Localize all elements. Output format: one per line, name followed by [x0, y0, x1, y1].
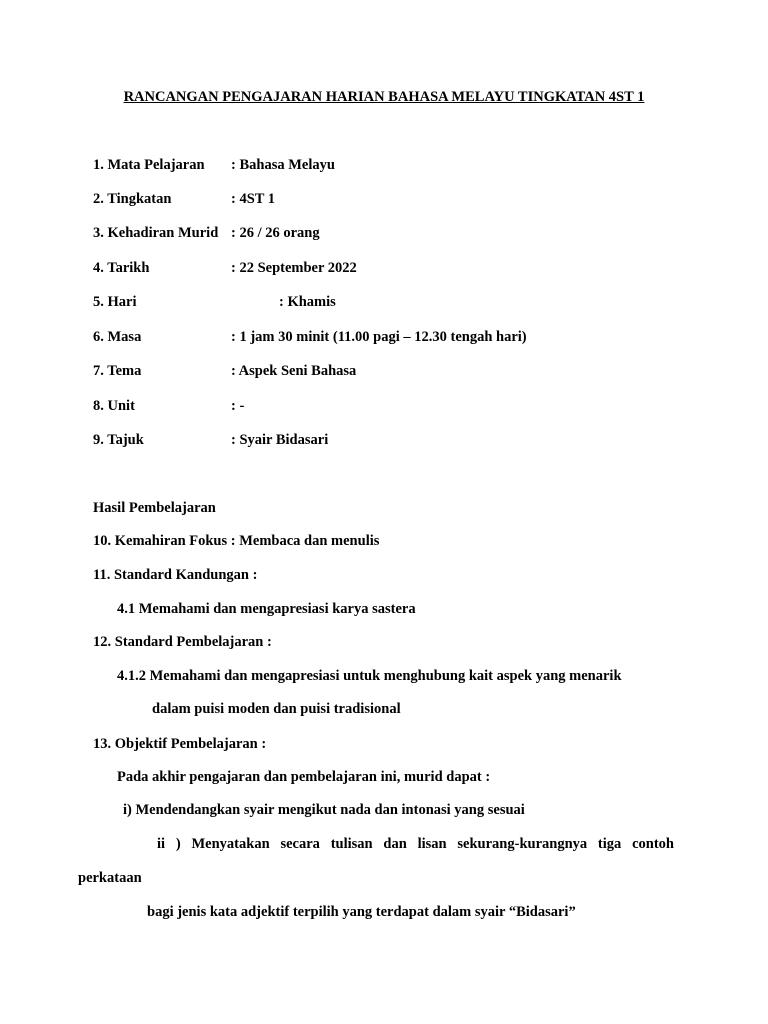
info-label-tarikh: 4. Tarikh	[93, 260, 150, 276]
standard-pembelajaran-heading: 12. Standard Pembelajaran :	[93, 634, 272, 650]
page-title: RANCANGAN PENGAJARAN HARIAN BAHASA MELAYU TINGKATAN 4ST 1	[123, 89, 645, 105]
info-label-hari: 5. Hari	[93, 294, 137, 310]
info-label-tingkatan: 2. Tingkatan	[93, 191, 172, 207]
info-value-hari: : Khamis	[279, 294, 336, 310]
objektif-intro: Pada akhir pengajaran dan pembelajaran ini, murid dapat :	[117, 769, 491, 785]
info-label-tema: 7. Tema	[93, 363, 142, 379]
standard-pembelajaran-item-line2: dalam puisi moden dan puisi tradisional	[152, 701, 401, 717]
hasil-heading: Hasil Pembelajaran	[93, 500, 216, 516]
standard-kandungan-item: 4.1 Memahami dan mengapresiasi karya sastera	[117, 601, 416, 617]
standard-pembelajaran-item-line1: 4.1.2 Memahami dan mengapresiasi untuk menghubung kait aspek yang menarik	[117, 668, 622, 684]
info-value-kehadiran: : 26 / 26 orang	[231, 225, 320, 241]
info-value-tingkatan: : 4ST 1	[231, 191, 276, 207]
info-label-kehadiran: 3. Kehadiran Murid	[93, 225, 219, 241]
kemahiran-fokus: 10. Kemahiran Fokus : Membaca dan menulis	[93, 533, 380, 549]
info-value-unit: : -	[231, 398, 245, 414]
info-value-masa: : 1 jam 30 minit (11.00 pagi – 12.30 tengah hari)	[231, 329, 527, 345]
info-label-masa: 6. Masa	[93, 329, 142, 345]
info-value-tajuk: : Syair Bidasari	[231, 432, 329, 448]
objektif-item-i: i) Mendendangkan syair mengikut nada dan intonasi yang sesuai	[123, 802, 525, 818]
objektif-item-ii-line1: ii ) Menyatakan secara tulisan dan lisan sekurang-kurangnya tiga contoh	[157, 836, 674, 852]
info-value-mata-pelajaran: : Bahasa Melayu	[231, 157, 335, 173]
info-value-tarikh: : 22 September 2022	[231, 260, 357, 276]
info-label-tajuk: 9. Tajuk	[93, 432, 144, 448]
info-label-mata-pelajaran: 1. Mata Pelajaran	[93, 157, 205, 173]
objektif-heading: 13. Objektif Pembelajaran :	[93, 736, 267, 752]
standard-kandungan-heading: 11. Standard Kandungan :	[93, 567, 258, 583]
info-value-tema: : Aspek Seni Bahasa	[231, 363, 357, 379]
info-label-unit: 8. Unit	[93, 398, 135, 414]
objektif-item-ii-line2: perkataan	[78, 870, 142, 886]
objektif-item-ii-line3: bagi jenis kata adjektif terpilih yang terdapat dalam syair “Bidasari”	[147, 904, 576, 920]
